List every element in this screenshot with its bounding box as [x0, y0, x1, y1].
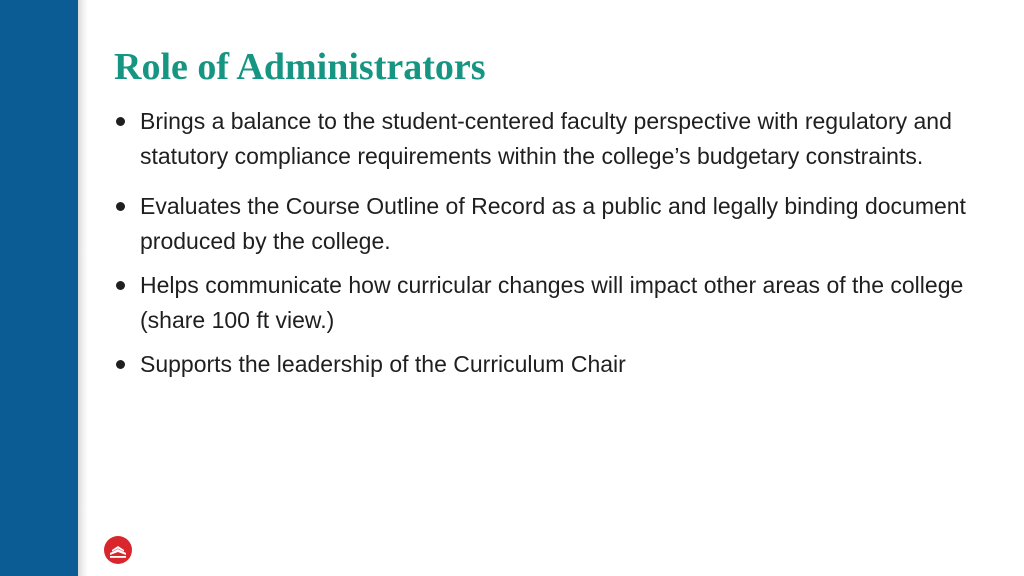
bullet-dot-icon [114, 268, 140, 303]
bullet-item [114, 347, 974, 382]
book-icon [104, 536, 132, 564]
bullet-dot-icon [114, 189, 140, 224]
college-logo-icon [104, 536, 132, 564]
slide-title: Role of Administrators [114, 46, 486, 88]
side-band [0, 0, 78, 576]
bullet-item [114, 189, 974, 259]
bullet-text: Helps communicate how curricular changes will impact other areas of the college (share 100 ft view.) [140, 272, 964, 333]
bullet-text: Brings a balance to the student-centered faculty perspective with regulatory and statutory compliance requirements within the college’s budgetary constraints. [140, 108, 952, 169]
bullet-text: Supports the leadership of the Curriculum Chair [140, 351, 626, 377]
side-band-shadow [78, 0, 88, 576]
bullet-text: Evaluates the Course Outline of Record as a public and legally binding document produced by the college. [140, 193, 966, 254]
bullet-dot-icon [114, 347, 140, 382]
bullet-item [114, 104, 974, 174]
bullet-item [114, 268, 974, 338]
bullet-list [114, 104, 974, 382]
bullet-dot-icon [114, 104, 140, 139]
